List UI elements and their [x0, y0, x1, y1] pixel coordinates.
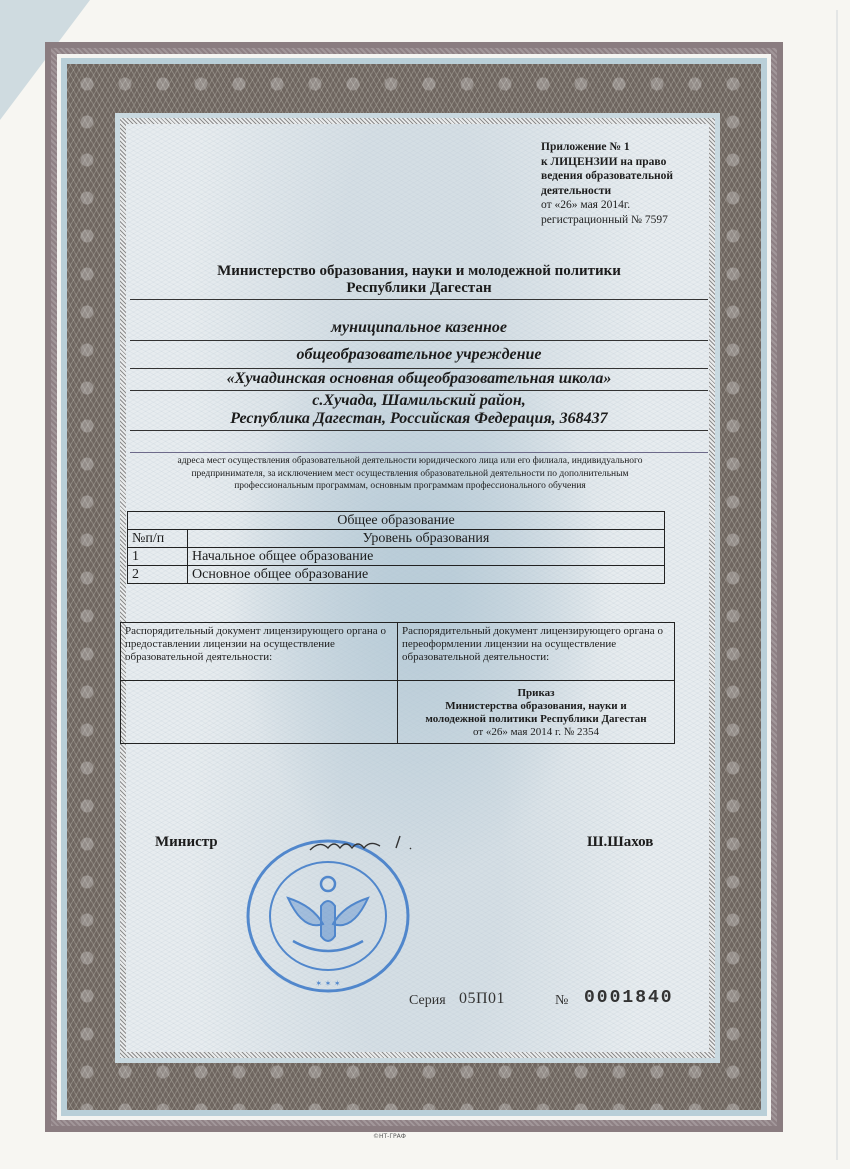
address-note-line: адреса мест осуществления образовательной деятельности юридического лица или его филиала, индивидуального	[177, 456, 643, 466]
authority-documents-table	[120, 622, 675, 744]
signatory-name: Ш.Шахов	[587, 834, 654, 850]
divider-line	[130, 299, 708, 300]
address-note-line: предпринимателя, за исключением мест осуществления образовательной деятельности по дополнительным	[191, 468, 629, 479]
divider-line	[130, 340, 708, 341]
org-type-line: муниципальное казенное	[331, 319, 507, 336]
divider-line	[130, 390, 708, 391]
signatory-position: Министр	[155, 834, 218, 850]
appendix-reg-number: регистрационный № 7597	[541, 213, 668, 226]
documents-value-row	[121, 681, 675, 744]
divider-line	[130, 368, 708, 369]
table-title: Общее образование	[128, 512, 665, 530]
divider-line	[130, 452, 708, 453]
series-value: 05П01	[459, 990, 506, 1007]
appendix-line: деятельности	[541, 184, 612, 197]
row-level: Основное общее образование	[188, 566, 665, 584]
issue-document-value	[121, 681, 398, 744]
ministry-heading	[130, 263, 708, 297]
row-level: Начальное общее образование	[188, 548, 665, 566]
appendix-line: к ЛИЦЕНЗИИ на право	[541, 155, 667, 168]
table-header-row	[128, 530, 665, 548]
org-address-line: Республика Дагестан, Российская Федерация, 368437	[230, 410, 608, 427]
table-row	[128, 548, 665, 566]
ministry-line: Министерство образования, науки и молодежной политики	[217, 263, 621, 279]
divider-line	[130, 430, 708, 431]
row-number: 1	[128, 548, 188, 566]
address-note	[118, 455, 702, 493]
order-issuer: молодежной политики Республики Дагестан	[425, 713, 647, 725]
org-address-line: с.Хучада, Шамильский район,	[312, 392, 526, 409]
series-label: Серия	[409, 993, 446, 1008]
education-levels-table	[127, 511, 665, 584]
order-issuer: Министерства образования, науки и	[445, 700, 627, 712]
appendix-title: Приложение № 1	[541, 141, 630, 153]
org-name: «Хучадинская основная общеобразовательная школа»	[226, 370, 612, 387]
appendix-block	[541, 140, 711, 227]
number-sign: №	[555, 993, 569, 1008]
issue-document-header: Распорядительный документ лицензирующего органа о предоставлении лицензии на осуществление образовательной деятельности:	[121, 623, 398, 681]
appendix-line: ведения образовательной	[541, 170, 674, 182]
printer-mark: ©НТ-ГРАФ	[373, 1133, 406, 1140]
column-header-level: Уровень образования	[188, 530, 665, 548]
reissue-document-header: Распорядительный документ лицензирующего органа о переоформлении лицензии на осуществление образовательной деятельности:	[398, 623, 675, 681]
reissue-document-value	[398, 681, 675, 744]
appendix-date: от «26» мая 2014г.	[541, 199, 631, 211]
ministry-line: Республики Дагестан	[346, 280, 492, 296]
documents-header-row	[121, 623, 675, 681]
order-title: Приказ	[517, 687, 555, 699]
table-row	[128, 566, 665, 584]
order-date-number: от «26» мая 2014 г. № 2354	[472, 726, 599, 738]
row-number: 2	[128, 566, 188, 584]
column-header-number: №п/п	[128, 530, 188, 548]
seal-text: ✶ ✶ ✶	[315, 979, 341, 988]
table-title-row	[128, 512, 665, 530]
signature	[290, 822, 450, 862]
org-type-line: общеобразовательное учреждение	[296, 346, 542, 363]
address-note-line: профессиональным программам, основным программам профессионального обучения	[234, 481, 586, 491]
blank-number: 0001840	[584, 988, 674, 1008]
